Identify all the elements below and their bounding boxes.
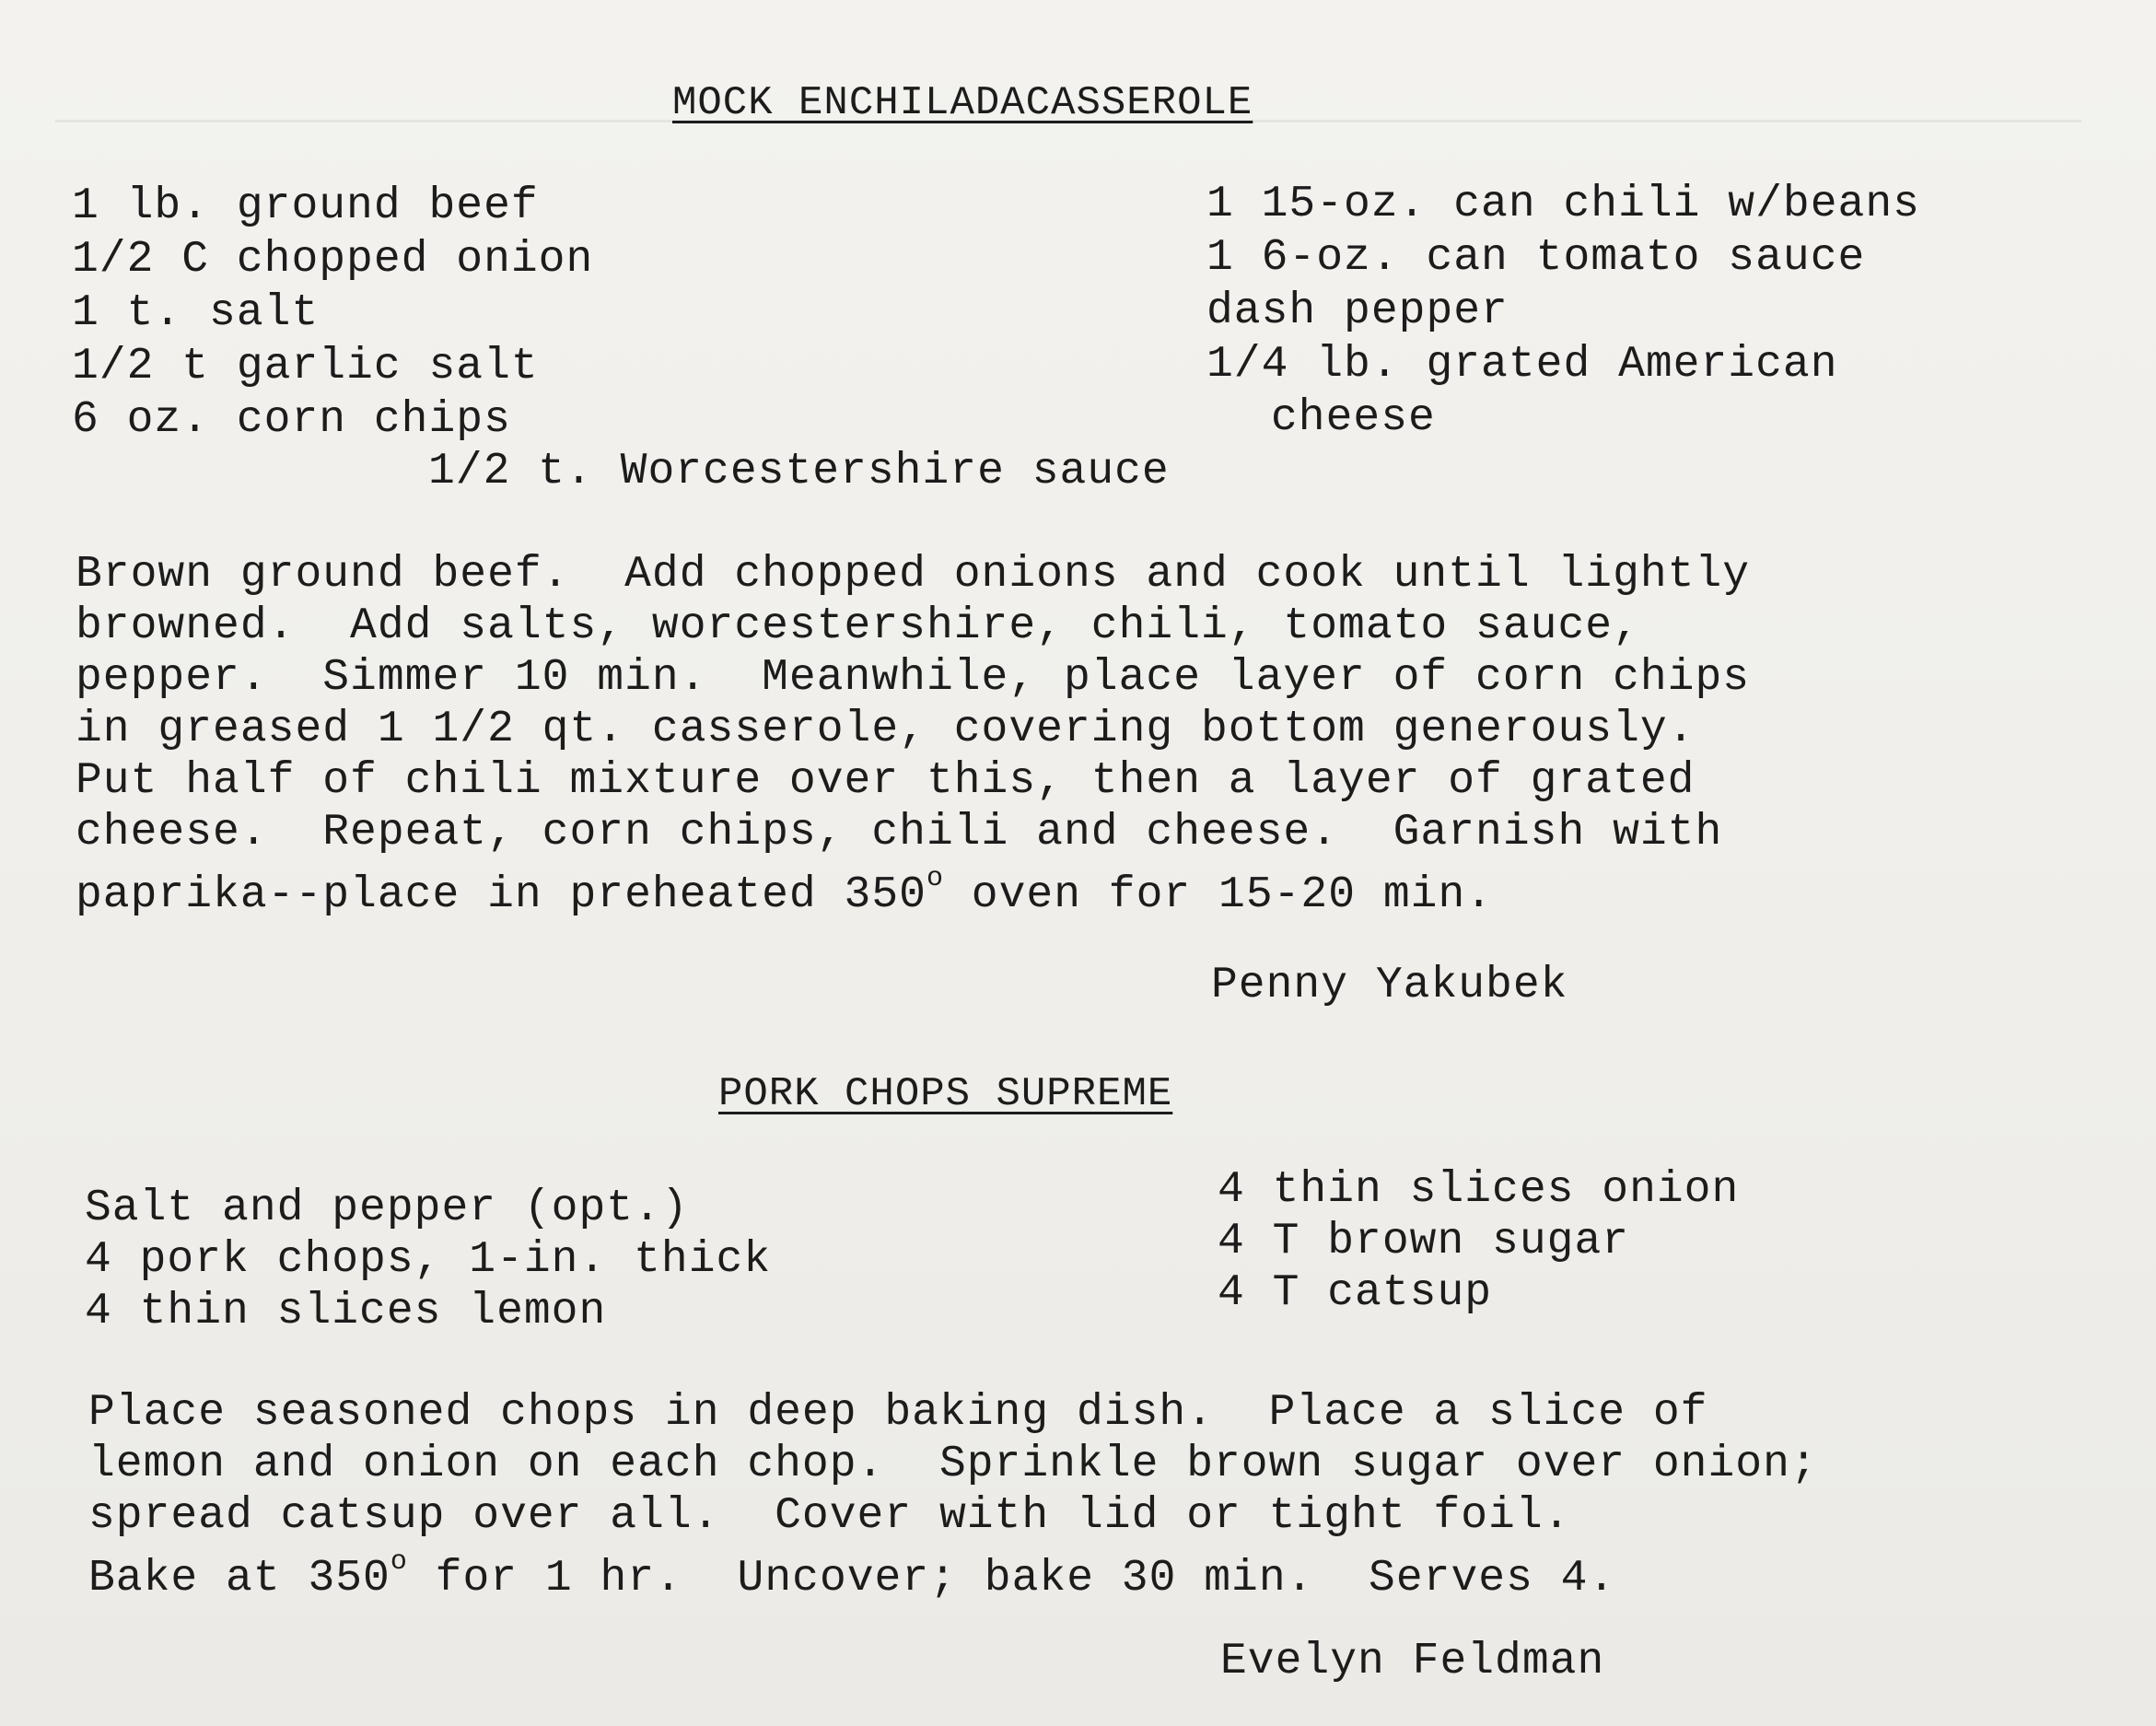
recipe-author: Penny Yakubek (1211, 961, 1568, 1010)
direction-text: for 1 hr. Uncover; bake 30 min. Serves 4. (407, 1554, 1616, 1604)
direction-text: oven for 15-20 min. (943, 870, 1494, 920)
ingredient-item: 6 oz. corn chips (72, 395, 511, 445)
ingredient-item: dash pepper (1206, 286, 1509, 336)
ingredient-item: 1 t. salt (72, 288, 320, 338)
direction-line (88, 1542, 1615, 1604)
ingredient-item: 4 thin slices onion (1218, 1165, 1740, 1215)
direction-line: pepper. Simmer 10 min. Meanwhile, place layer of corn chips (76, 653, 1751, 703)
direction-line: Brown ground beef. Add chopped onions and cook until lightly (76, 550, 1751, 600)
direction-line: lemon and onion on each chop. Sprinkle brown sugar over onion; (88, 1440, 1818, 1489)
ingredient-item: cheese (1271, 393, 1436, 443)
degree-mark: o (390, 1546, 408, 1578)
ingredient-item: Salt and pepper (opt.) (85, 1184, 689, 1233)
direction-line: spread catsup over all. Cover with lid or tight foil. (88, 1491, 1571, 1541)
ingredient-item: 4 thin slices lemon (85, 1287, 607, 1336)
direction-line: in greased 1 1/2 qt. casserole, covering bottom generously. (76, 705, 1696, 754)
degree-mark: o (926, 863, 944, 894)
recipe-title: PORK CHOPS SUPREME (718, 1071, 1173, 1117)
direction-text: paprika--place in preheated 350 (76, 870, 926, 920)
ingredient-item: 4 T brown sugar (1218, 1217, 1630, 1266)
recipe-title: MOCK ENCHILADACASSEROLE (672, 80, 1253, 126)
direction-line: cheese. Repeat, corn chips, chili and cheese. Garnish with (76, 808, 1723, 857)
ingredient-item: 1/4 lb. grated American (1206, 340, 1838, 390)
ingredient-item: 4 pork chops, 1-in. thick (85, 1235, 772, 1285)
direction-line: Put half of chili mixture over this, then a layer of grated (76, 756, 1696, 806)
recipe-author: Evelyn Feldman (1220, 1637, 1605, 1686)
direction-line (76, 858, 1493, 921)
ingredient-item: 1 lb. ground beef (72, 181, 539, 231)
ingredient-item: 4 T catsup (1218, 1268, 1493, 1318)
ingredient-item: 1/2 C chopped onion (72, 235, 594, 285)
ingredient-item: 1 6-oz. can tomato sauce (1206, 233, 1866, 283)
ingredient-item: 1/2 t garlic salt (72, 342, 539, 391)
direction-text: Bake at 350 (88, 1554, 390, 1604)
ingredient-item: 1/2 t. Worcestershire sauce (428, 447, 1170, 496)
direction-line: browned. Add salts, worcestershire, chili, tomato sauce, (76, 601, 1640, 651)
direction-line: Place seasoned chops in deep baking dish. Place a slice of (88, 1388, 1708, 1438)
ingredient-item: 1 15-oz. can chili w/beans (1206, 180, 1920, 229)
